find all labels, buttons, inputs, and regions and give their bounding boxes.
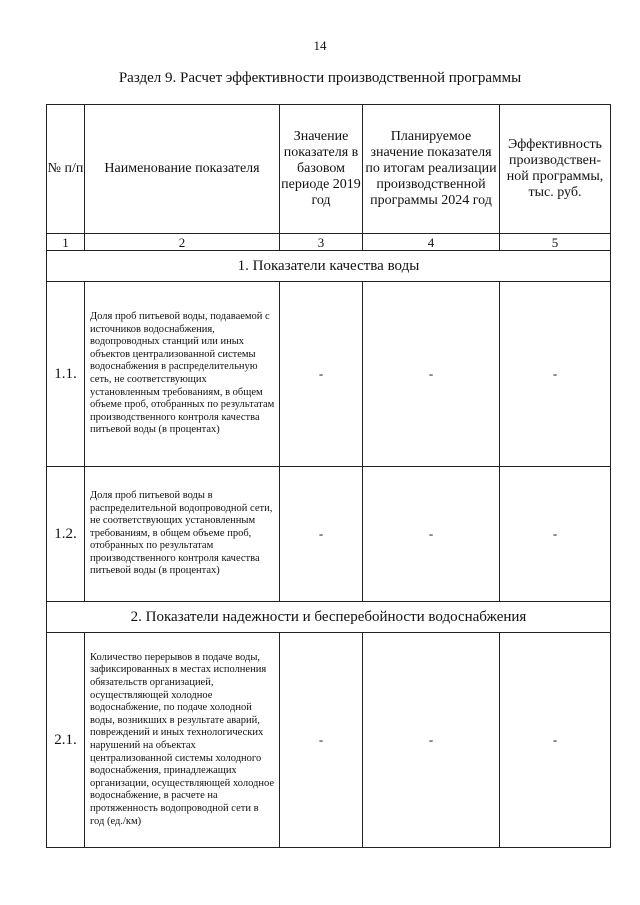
header-num: № п/п xyxy=(47,105,85,234)
table-row xyxy=(47,467,611,602)
row-planned-value: - xyxy=(363,633,500,848)
efficiency-table xyxy=(46,104,611,848)
group-title: 1. Показатели качества воды xyxy=(47,251,611,282)
column-number: 5 xyxy=(500,234,611,251)
table-row xyxy=(47,633,611,848)
row-indicator-name: Доля проб питьевой воды, подаваемой с источников водоснабжения, водопроводных станций или иных объектов централизованной системы водоснабжения в распределительную сеть, не соответствующих установленным требованиям, в общем объеме проб, отобранных по результатам производственного контроля качества питьевой воды (в процентах) xyxy=(85,282,280,467)
row-number: 1.2. xyxy=(47,467,85,602)
column-number: 3 xyxy=(280,234,363,251)
row-efficiency: - xyxy=(500,467,611,602)
row-efficiency: - xyxy=(500,282,611,467)
group-row-water-quality xyxy=(47,251,611,282)
row-number: 1.1. xyxy=(47,282,85,467)
row-base-value: - xyxy=(280,282,363,467)
row-indicator-name: Количество перерывов в подаче воды, зафиксированных в местах исполнения обязательств организацией, осуществляющей холодное водоснабжение, по подаче холодной воды, возникших в результате аварий, повреждений и иных технологических нарушений на объектах централизованной системы холодного водоснабжения, принадлежащих организации, осуществляющей холодное водоснабжение, в расчете на протяженность водопроводной сети в год (ед./км) xyxy=(85,633,280,848)
row-planned-value: - xyxy=(363,282,500,467)
row-indicator-name: Доля проб питьевой воды в распределительной водопроводной сети, не соответствующих установленным требованиям, в общем объеме проб, отобранных по результатам производственного контроля качества питьевой воды (в процентах) xyxy=(85,467,280,602)
header-planned-value: Планируемое значение показателя по итогам реализации производственной программы 2024 год xyxy=(363,105,500,234)
row-base-value: - xyxy=(280,467,363,602)
table-header-row xyxy=(47,105,611,234)
row-base-value: - xyxy=(280,633,363,848)
column-number: 1 xyxy=(47,234,85,251)
column-number: 4 xyxy=(363,234,500,251)
header-name: Наименование показателя xyxy=(85,105,280,234)
column-number: 2 xyxy=(85,234,280,251)
table-row xyxy=(47,282,611,467)
header-base-value: Значение показателя в базовом периоде 2019 год xyxy=(280,105,363,234)
column-number-row xyxy=(47,234,611,251)
header-efficiency: Эффективность производствен-ной программы, тыс. руб. xyxy=(500,105,611,234)
row-number: 2.1. xyxy=(47,633,85,848)
row-planned-value: - xyxy=(363,467,500,602)
page-number: 14 xyxy=(313,38,327,53)
section-title: Раздел 9. Расчет эффективности производственной программы xyxy=(118,70,522,86)
group-row-reliability xyxy=(47,602,611,633)
group-title: 2. Показатели надежности и бесперебойности водоснабжения xyxy=(47,602,611,633)
row-efficiency: - xyxy=(500,633,611,848)
